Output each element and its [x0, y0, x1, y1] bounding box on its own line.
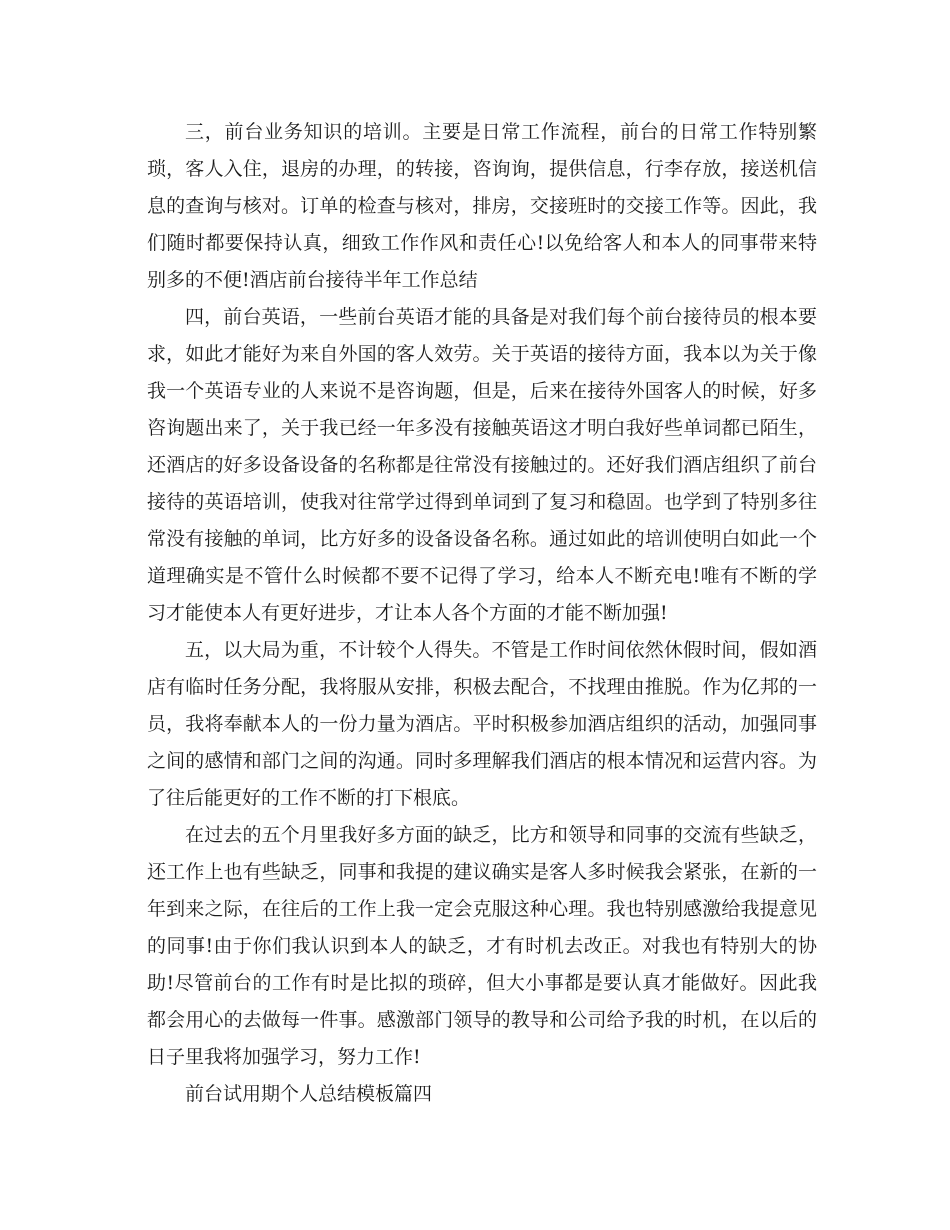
paragraph-three-business-training: 三，前台业务知识的培训。主要是日常工作流程，前台的日常工作特别繁琐，客人入住，退房的办理，的转接，咨询询，提供信息，行李存放，接送机信息的查询与核对。订单的检查与核对，排房，交接班时的交接工作等。因此，我们随时都要保持认真，细致工作作风和责任心!以免给客人和本人的同事带来特别多的不便!酒店前台接待半年工作总结	[147, 121, 817, 291]
paragraph-five-overall-situation: 五，以大局为重，不计较个人得失。不管是工作时间依然休假时间，假如酒店有临时任务分配，我将服从安排，积极去配合，不找理由推脱。作为亿邦的一员，我将奉献本人的一份力量为酒店。平时积极参加酒店组织的活动，加强同事之间的感情和部门之间的沟通。同时多理解我们酒店的根本情况和运营内容。为了往后能更好的工作不断的打下根底。	[147, 639, 817, 809]
document-body	[147, 114, 817, 1113]
paragraph-four-english: 四，前台英语，一些前台英语才能的具备是对我们每个前台接待员的根本要求，如此才能好为来自外国的客人效劳。关于英语的接待方面，我本以为关于像我一个英语专业的人来说不是咨询题，但是，后来在接待外国客人的时候，好多咨询题出来了，关于我已经一年多没有接触英语这才明白我好些单词都已陌生，还酒店的好多设备设备的名称都是往常没有接触过的。还好我们酒店组织了前台接待的英语培训，使我对往常学过得到单词到了复习和稳固。也学到了特别多往常没有接触的单词，比方好多的设备设备名称。通过如此的培训使明白如此一个道理确实是不管什么时候都不要不记得了学习，给本人不断充电!唯有不断的学习才能使本人有更好进步，才让本人各个方面的才能不断加强!	[147, 306, 817, 624]
section-heading-part-four: 前台试用期个人总结模板篇四	[185, 1083, 433, 1105]
paragraph-shortcomings: 在过去的五个月里我好多方面的缺乏，比方和领导和同事的交流有些缺乏，还工作上也有些缺乏，同事和我提的建议确实是客人多时候我会紧张，在新的一年到来之际，在往后的工作上我一定会克服这种心理。我也特别感激给我提意见的同事!由于你们我认识到本人的缺乏，才有时机去改正。对我也有特别大的协助!尽管前台的工作有时是比拟的琐碎，但大小事都是要认真才能做好。因此我都会用心的去做每一件事。感激部门领导的教导和公司给予我的时机，在以后的日子里我将加强学习，努力工作!	[147, 824, 817, 1068]
